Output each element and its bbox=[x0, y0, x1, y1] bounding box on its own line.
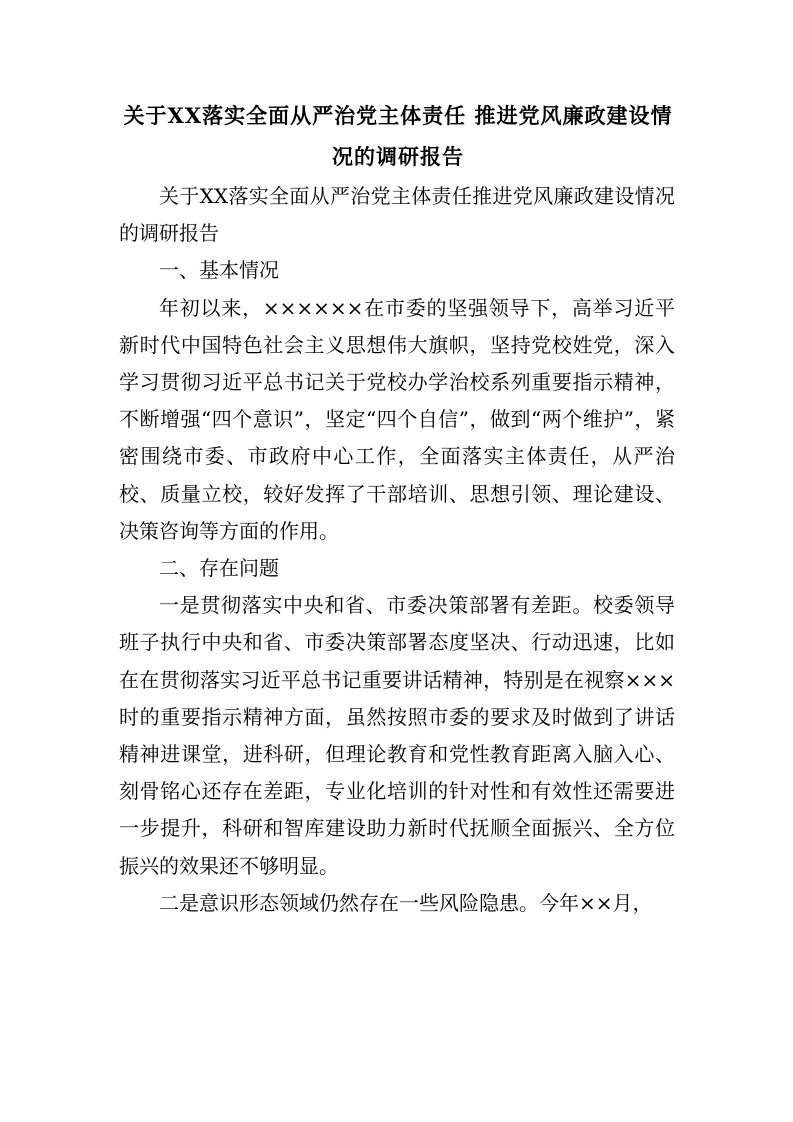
document-body bbox=[119, 178, 675, 922]
section-heading-basic: 一、基本情况 bbox=[159, 258, 279, 283]
paragraph-problem-one: 一是贯彻落实中央和省、市委决策部署有差距。校委领导班子执行中央和省、市委决策部署态度坚决、行动迅速，比如在在贯彻落实习近平总书记重要讲话精神，特别是在视察×××时的重要指示精神方面，虽然按照市委的要求及时做到了讲话精神进课堂，进科研，但理论教育和党性教育距离入脑入心、刻骨铭心还存在差距，专业化培训的针对性和有效性还需要进一步提升，科研和智库建设助力新时代抚顺全面振兴、全方位振兴的效果还不够明显。 bbox=[119, 593, 675, 878]
paragraph-basic-situation: 年初以来，××××××在市委的坚强领导下，高举习近平新时代中国特色社会主义思想伟大旗帜，坚持党校姓党，深入学习贯彻习近平总书记关于党校办学治校系列重要指示精神，不断增强“四个意识”，坚定“四个自信”，做到“两个维护”，紧密围绕市委、市政府中心工作，全面落实主体责任，从严治校、质量立校，较好发挥了干部培训、思想引领、理论建设、决策咨询等方面的作用。 bbox=[119, 295, 675, 543]
paragraph-problem-two: 二是意识形态领域仍然存在一些风险隐患。今年××月， bbox=[159, 890, 653, 915]
paragraph-subtitle: 关于XX落实全面从严治党主体责任推进党风廉政建设情况的调研报告 bbox=[119, 184, 675, 246]
section-heading-problems: 二、存在问题 bbox=[159, 556, 279, 581]
document-title: 关于XX落实全面从严治党主体责任 推进党风廉政建设情况的调研报告 bbox=[123, 103, 673, 169]
